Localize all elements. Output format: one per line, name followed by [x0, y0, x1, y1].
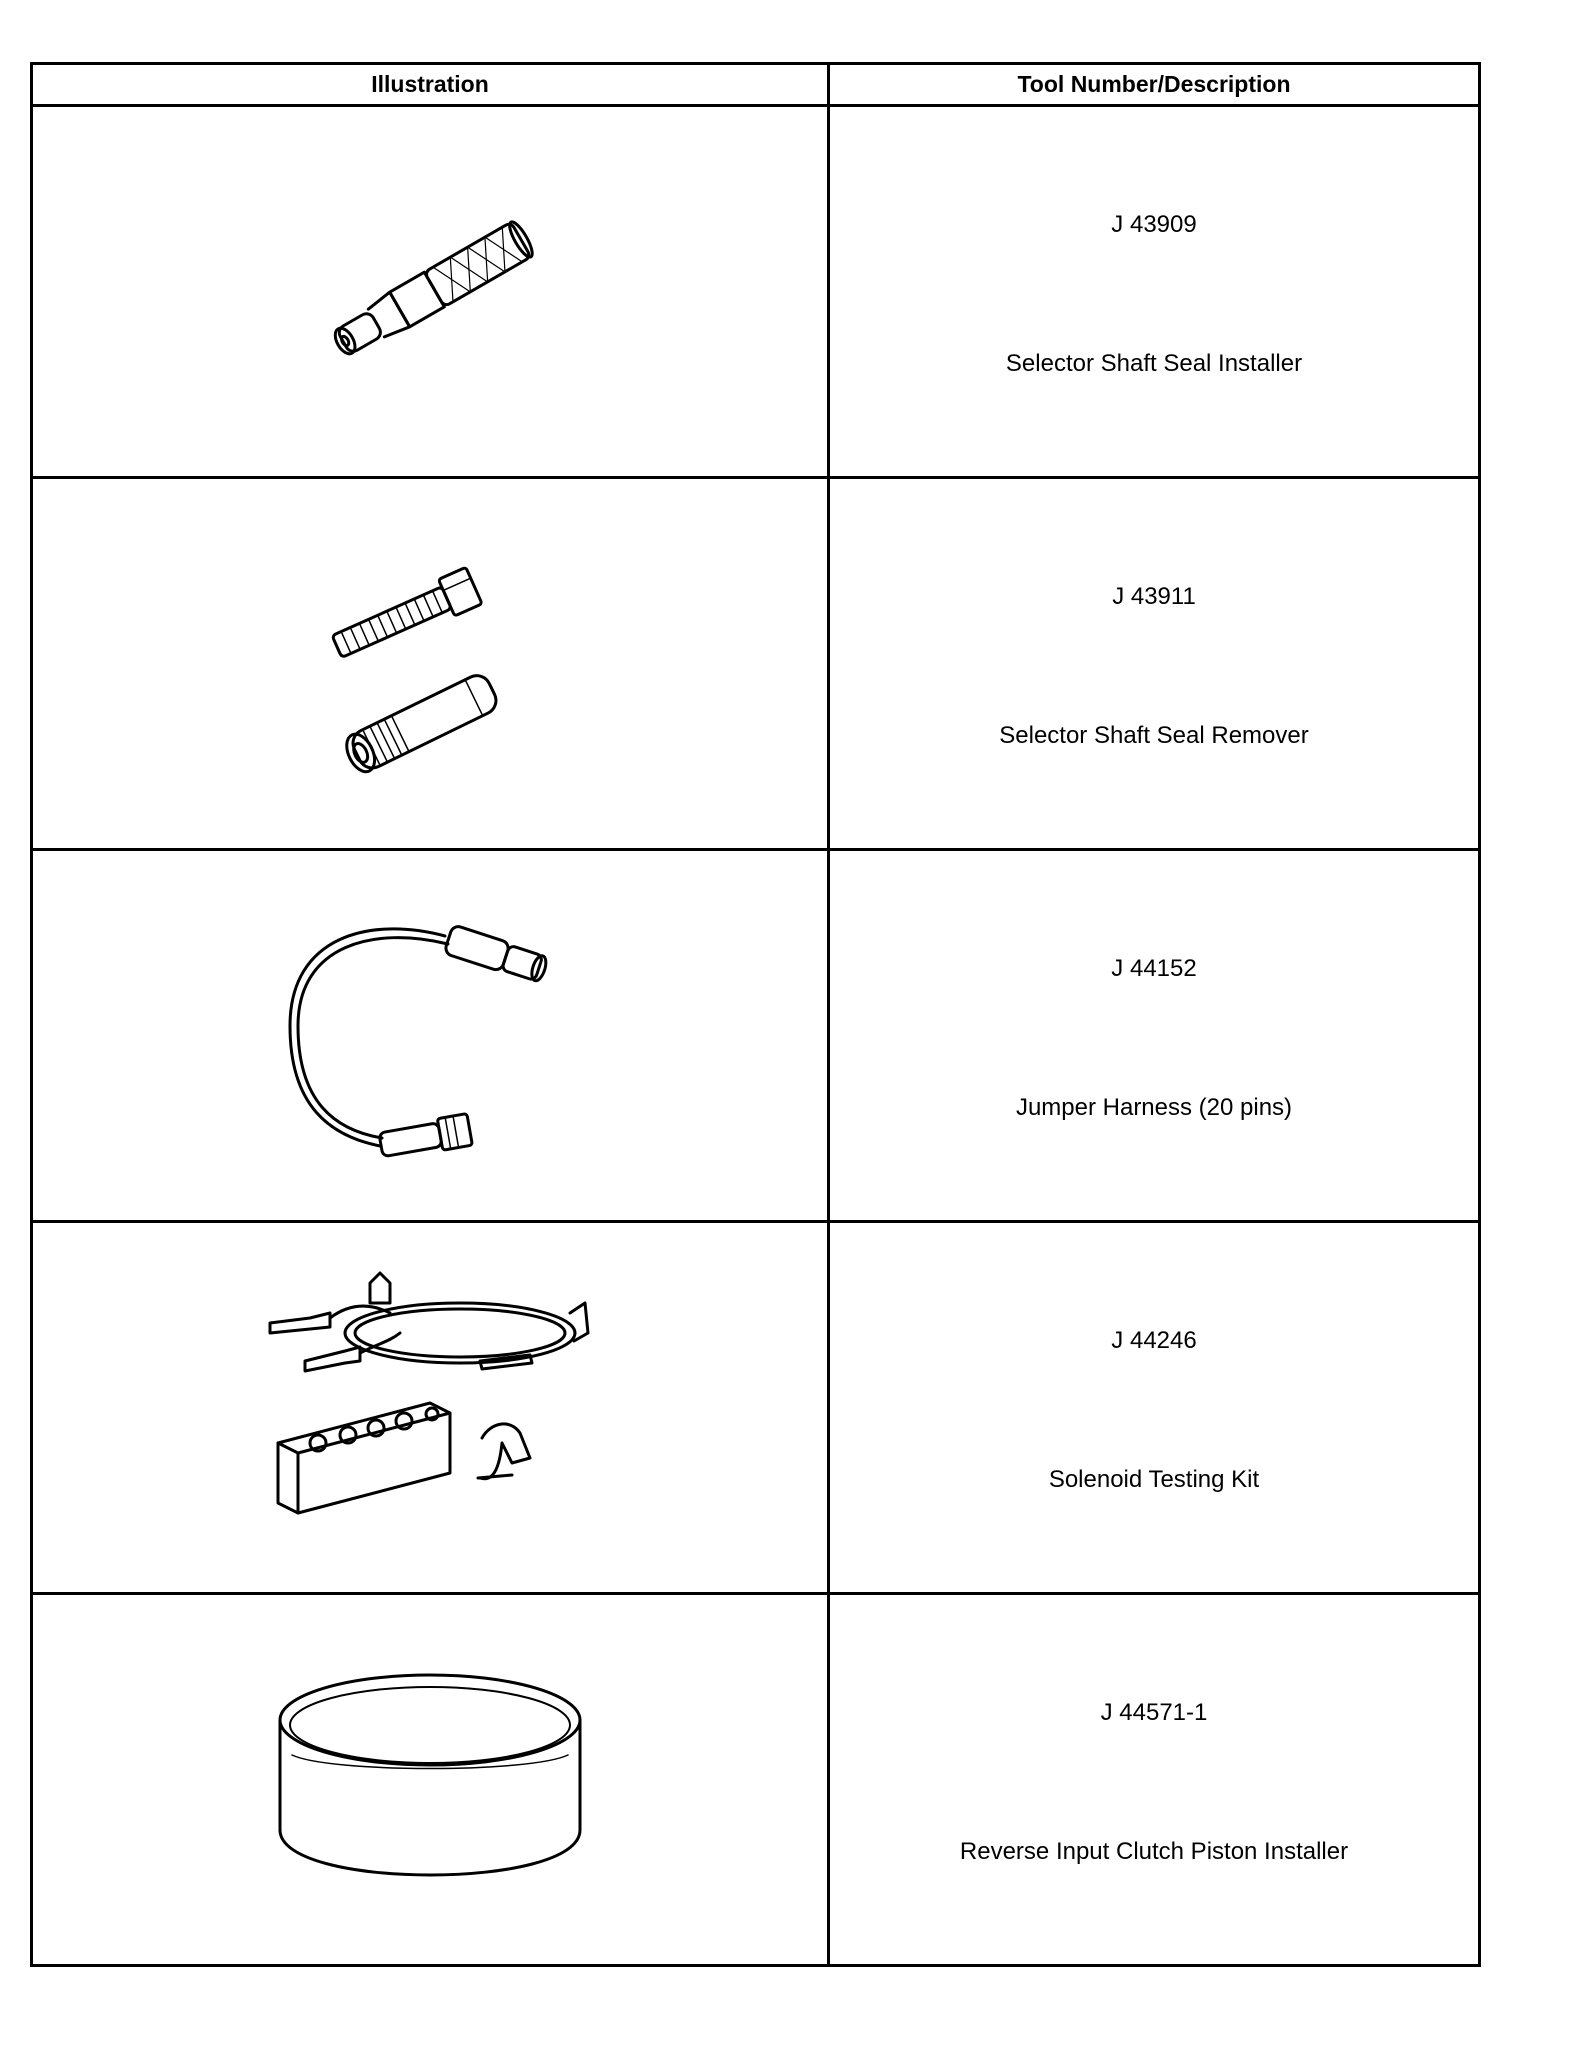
header-illustration: Illustration: [32, 64, 829, 106]
jumper-harness-icon: [270, 906, 590, 1166]
description-cell: [829, 478, 1480, 850]
tool-number: J 43909: [1111, 211, 1197, 238]
tool-description: Selector Shaft Seal Remover: [999, 722, 1309, 749]
header-row: [32, 64, 1480, 106]
illustration-cell: [32, 1594, 829, 1966]
table-row: [32, 1594, 1480, 1966]
header-tool-number-description: Tool Number/Description: [829, 64, 1480, 106]
tool-number: J 44152: [1111, 955, 1197, 982]
tool-description: Solenoid Testing Kit: [1048, 1466, 1260, 1493]
illustration-cell: [32, 478, 829, 850]
tools-table: [30, 62, 1481, 1967]
tool-description: Selector Shaft Seal Installer: [1005, 350, 1303, 377]
tool-number: J 43911: [1112, 583, 1196, 610]
seal-installer-icon: [260, 192, 600, 392]
illustration-cell: [32, 1222, 829, 1594]
description-cell: [829, 1222, 1480, 1594]
description-cell: [829, 1594, 1480, 1966]
description-cell: [829, 106, 1480, 478]
illustration-cell: [32, 850, 829, 1222]
tool-description: Reverse Input Clutch Piston Installer: [959, 1838, 1349, 1865]
tool-description: Jumper Harness (20 pins): [1015, 1094, 1293, 1121]
tool-number: J 44571-1: [1100, 1699, 1208, 1726]
table-row: [32, 478, 1480, 850]
seal-remover-icon: [300, 544, 560, 784]
table-row: [32, 106, 1480, 478]
table-row: [32, 850, 1480, 1222]
solenoid-kit-icon: [250, 1263, 610, 1553]
description-cell: [829, 850, 1480, 1222]
piston-installer-icon: [270, 1655, 590, 1905]
illustration-cell: [32, 106, 829, 478]
table-row: [32, 1222, 1480, 1594]
tool-number: J 44246: [1111, 1327, 1197, 1354]
